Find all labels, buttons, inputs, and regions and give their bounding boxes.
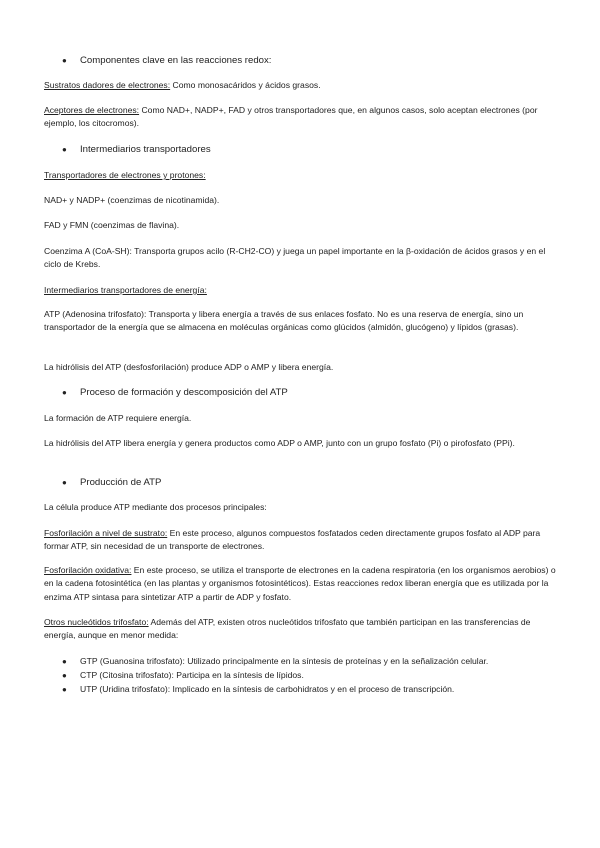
paragraph: La hidrólisis del ATP libera energía y genera productos como ADP o AMP, junto con un grupo fosfato (Pi) o pirofosfato (PPi).	[44, 438, 515, 448]
term-label: Otros nucleótidos trifosfato:	[44, 617, 149, 627]
paragraph-otros	[44, 616, 562, 643]
paragraph: La formación de ATP requiere energía.	[44, 413, 192, 423]
paragraph: ATP (Adenosina trifosfato): Transporta y libera energía a través de sus enlaces fosfato. No es una reserva de energía, sino un transportador de la energía que se almacena en moléculas orgánicas como glúcidos (almidón, glucógeno) y lípidos (grasas).	[44, 309, 524, 333]
term-label: Sustratos dadores de electrones:	[44, 80, 171, 90]
bullet-dot: ●	[62, 478, 67, 487]
bullet-text: Proceso de formación y descomposición del ATP	[80, 387, 288, 398]
paragraph: Coenzima A (CoA-SH): Transporta grupos acilo (R-CH2-CO) y juega un papel importante en la β-oxidación de ácidos grasos y en el ciclo de Krebs.	[44, 246, 546, 270]
bullet-text: Componentes clave en las reacciones redox:	[80, 55, 272, 66]
bullet-dot: ●	[62, 145, 67, 154]
paragraph-aceptores	[44, 104, 562, 131]
bullet-text: CTP (Citosina trifosfato): Participa en la síntesis de lípidos.	[80, 670, 304, 680]
paragraph: La célula produce ATP mediante dos procesos principales:	[44, 502, 267, 512]
paragraph-text: Como monosacáridos y ácidos grasos.	[170, 80, 321, 90]
bullet-text: GTP (Guanosina trifosfato): Utilizado principalmente en la síntesis de proteínas y en la señalización celular.	[80, 656, 489, 666]
term-label: Aceptores de electrones:	[44, 105, 140, 115]
paragraph-oxidativa	[44, 564, 562, 604]
bullet-dot: ●	[62, 657, 67, 666]
paragraph-text: En este proceso, se utiliza el transporte de electrones en la cadena respiratoria (en los organismos aerobios) o en la cadena fotosintética (en las plantas y organismos fotosintéticos). Estas reacciones redox liberan energía que es utilizada por la enzima ATP sintasa para sintetizar ATP a partir de ADP y fosfato.	[44, 565, 556, 602]
term-label: Fosforilación oxidativa:	[44, 565, 132, 575]
bullet-dot: ●	[62, 685, 67, 694]
bullet-dot: ●	[62, 56, 67, 65]
term-label: Fosforilación a nivel de sustrato:	[44, 528, 168, 538]
paragraph-text: En este proceso, algunos compuestos fosfatados ceden directamente grupos fosfato al ADP para formar ATP, sin necesidad de un transporte de electrones.	[44, 528, 541, 552]
section-heading: Intermediarios transportadores de energía:	[44, 285, 207, 295]
bullet-dot: ●	[62, 671, 67, 680]
paragraph-sustrato	[44, 527, 562, 554]
paragraph: NAD+ y NADP+ (coenzimas de nicotinamida).	[44, 195, 220, 205]
paragraph-text: Como NAD+, NADP+, FAD y otros transportadores que, en algunos casos, solo aceptan electrones (por ejemplo, los citocromos).	[44, 105, 538, 129]
paragraph: La hidrólisis del ATP (desfosforilación) produce ADP o AMP y libera energía.	[44, 362, 334, 372]
bullet-text: Producción de ATP	[80, 477, 162, 488]
paragraph-text: Además del ATP, existen otros nucleótidos trifosfato que también participan en las transferencias de energía, aunque en menor medida:	[44, 617, 531, 641]
paragraph: FAD y FMN (coenzimas de flavina).	[44, 220, 180, 230]
bullet-dot: ●	[62, 388, 67, 397]
bullet-text: Intermediarios transportadores	[80, 144, 211, 155]
section-heading: Transportadores de electrones y protones:	[44, 170, 206, 180]
bullet-text: UTP (Uridina trifosfato): Implicado en la síntesis de carbohidratos y en el proceso de transcripción.	[80, 684, 455, 694]
paragraph-sustratos	[44, 79, 562, 92]
